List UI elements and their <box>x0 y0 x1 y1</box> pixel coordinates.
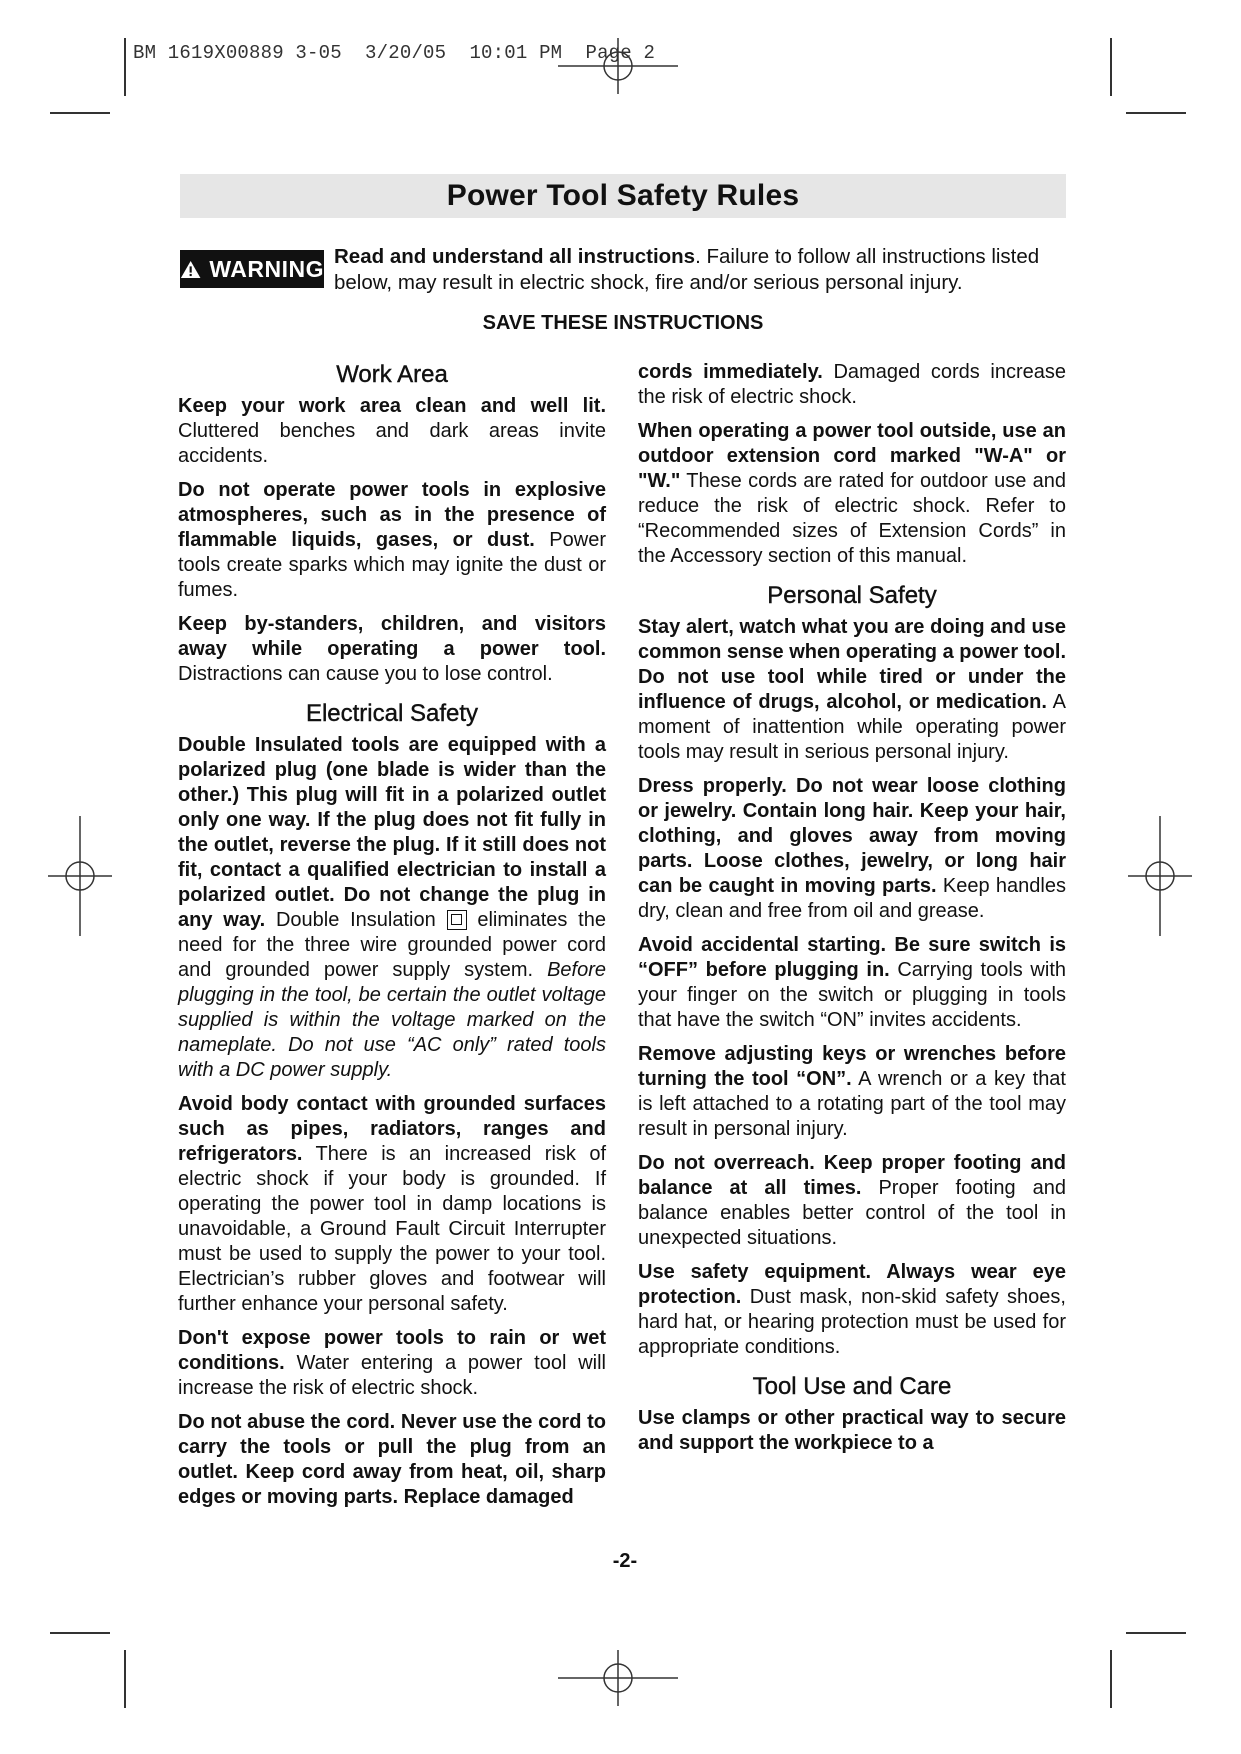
rule-lead: Double Insulated tools are equipped with a polarized plug (one blade is wider than the other.) This plug will fit in a polarized outlet only one way. If the plug does not fit fully in the outlet, reverse the plug. If it still does not fit, contact a qualified electrician to install a polarized outlet. Do not change the plug in any way. <box>178 734 606 931</box>
section-heading-work-area: Work Area <box>336 361 448 388</box>
crop-mark <box>1126 112 1186 114</box>
rule-text: Cluttered benches and dark areas invite accidents. <box>178 420 606 467</box>
paragraph <box>638 1260 1066 1360</box>
paragraph <box>178 394 606 469</box>
page-number: -2- <box>612 1550 638 1572</box>
rule-lead: Avoid accidental starting. Be sure switch is “OFF” before plugging in. <box>638 934 1066 981</box>
section-heading-personal-safety: Personal Safety <box>767 582 937 609</box>
crop-mark <box>50 1632 110 1634</box>
rule-text: Dust mask, non-skid safety shoes, hard hat, or hearing protection must be used for appropriate conditions. <box>638 1286 1066 1358</box>
rule-text: A moment of inattention while operating power tools may result in serious personal injury. <box>638 691 1067 763</box>
rule-text: Keep handles dry, clean and free from oil and grease. <box>638 875 1066 922</box>
rule-text: Water entering a power tool will increase the risk of electric shock. <box>178 1352 606 1399</box>
paragraph <box>638 1406 1066 1456</box>
section-heading-electrical-safety: Electrical Safety <box>305 700 479 727</box>
paragraph <box>638 933 1066 1033</box>
rule-text: There is an increased risk of electric shock if your body is grounded. If operating the power tool in damp locations is unavoidable, a Ground Fault Circuit Interrupter must be used to supply the power to your tool. Electrician’s rubber gloves and footwear will further enhance your personal safety. <box>178 1143 606 1315</box>
crop-mark <box>124 38 126 96</box>
paragraph <box>178 478 606 603</box>
rule-lead: Use safety equipment. Always wear eye protection. <box>638 1261 1066 1308</box>
rule-lead: When operating a power tool outside, use an outdoor extension cord marked "W-A" or "W." <box>638 420 1066 492</box>
warning-text <box>334 244 1066 296</box>
rule-lead: Keep by-standers, children, and visitors away while operating a power tool. <box>178 613 606 660</box>
rule-text: eliminates the need for the three wire grounded power cord and grounded power supply system. <box>178 909 606 981</box>
rule-italic: Before plugging in the tool, be certain the outlet voltage supplied is within the voltage marked on the nameplate. Do not use “AC only” rated tools with a DC power supply. <box>178 959 606 1081</box>
crop-mark <box>50 112 110 114</box>
crop-mark <box>1110 38 1112 96</box>
crop-mark <box>124 1650 126 1708</box>
right-column <box>638 360 1066 1465</box>
paragraph <box>638 774 1066 924</box>
rule-lead: Remove adjusting keys or wrenches before turning the tool “ON”. <box>638 1043 1066 1090</box>
warning-label: WARNING <box>209 255 324 282</box>
rule-lead: Stay alert, watch what you are doing and use common sense when operating a power tool. Do not use tool while tired or under the influence of drugs, alcohol, or medication. <box>638 616 1066 713</box>
warning-triangle-icon <box>180 259 201 280</box>
paragraph <box>638 419 1066 569</box>
crop-mark <box>1110 1650 1112 1708</box>
rule-lead: Don't expose power tools to rain or wet conditions. <box>178 1327 606 1374</box>
paragraph <box>638 615 1066 765</box>
paragraph <box>638 1042 1066 1142</box>
rule-lead: Avoid body contact with grounded surfaces such as pipes, radiators, ranges and refrigerators. <box>178 1093 606 1165</box>
paragraph <box>178 1092 606 1317</box>
rule-lead: Use clamps or other practical way to secure and support the workpiece to a <box>638 1407 1066 1454</box>
rule-text: Power tools create sparks which may ignite the dust or fumes. <box>178 529 606 601</box>
registration-mark-icon <box>558 38 678 94</box>
rule-text: Distractions can cause you to lose control. <box>178 663 553 685</box>
double-insulation-icon <box>447 910 467 930</box>
rule-lead: Do not operate power tools in explosive atmospheres, such as in the presence of flammable liquids, gases, or dust. <box>178 479 606 551</box>
registration-mark-icon <box>48 816 112 936</box>
paragraph <box>178 733 606 1083</box>
paragraph <box>178 1410 606 1510</box>
rule-text: Carrying tools with your finger on the switch or plugging in tools that have the switch “ON” invites accidents. <box>638 959 1066 1031</box>
rule-lead: cords immediately. <box>638 361 823 383</box>
rule-text: These cords are rated for outdoor use and reduce the risk of electric shock. Refer to “Recommended sizes of Extension Cords” in the Accessory section of this manual. <box>638 470 1066 567</box>
page-title: Power Tool Safety Rules <box>446 179 800 212</box>
crop-mark <box>1126 1632 1186 1634</box>
save-instructions: SAVE THESE INSTRUCTIONS <box>482 312 764 334</box>
warning-badge <box>180 250 324 288</box>
rule-lead: Keep your work area clean and well lit. <box>178 395 606 417</box>
warning-lead: Read and understand all instructions <box>334 245 696 268</box>
rule-text: Proper footing and balance enables better control of the tool in unexpected situations. <box>638 1177 1066 1249</box>
section-heading-tool-use-and-care: Tool Use and Care <box>752 1373 952 1400</box>
registration-mark-icon <box>1128 816 1192 936</box>
printer-slug: BM 1619X00889 3-05 3/20/05 10:01 PM Page 2 <box>133 42 656 64</box>
warning-rest: . Failure to follow all instructions listed below, may result in electric shock, fire and/or serious personal injury. <box>334 245 1040 294</box>
paragraph <box>638 1151 1066 1251</box>
left-column <box>178 360 606 1519</box>
paragraph <box>178 612 606 687</box>
paragraph <box>178 1326 606 1401</box>
paragraph <box>638 360 1066 410</box>
rule-text: A wrench or a key that is left attached to a rotating part of the tool may result in personal injury. <box>638 1068 1066 1140</box>
rule-text: Damaged cords increase the risk of electric shock. <box>638 361 1067 408</box>
rule-text: Double Insulation <box>265 909 447 931</box>
rule-lead: Do not abuse the cord. Never use the cord to carry the tools or pull the plug from an outlet. Keep cord away from heat, oil, sharp edges or moving parts. Replace damaged <box>178 1411 606 1508</box>
rule-lead: Do not overreach. Keep proper footing and balance at all times. <box>638 1152 1066 1199</box>
title-banner <box>180 174 1066 218</box>
rule-lead: Dress properly. Do not wear loose clothing or jewelry. Contain long hair. Keep your hair, clothing, and gloves away from moving parts. Loose clothes, jewelry, or long hair can be caught in moving parts. <box>638 775 1066 897</box>
registration-mark-icon <box>558 1650 678 1706</box>
